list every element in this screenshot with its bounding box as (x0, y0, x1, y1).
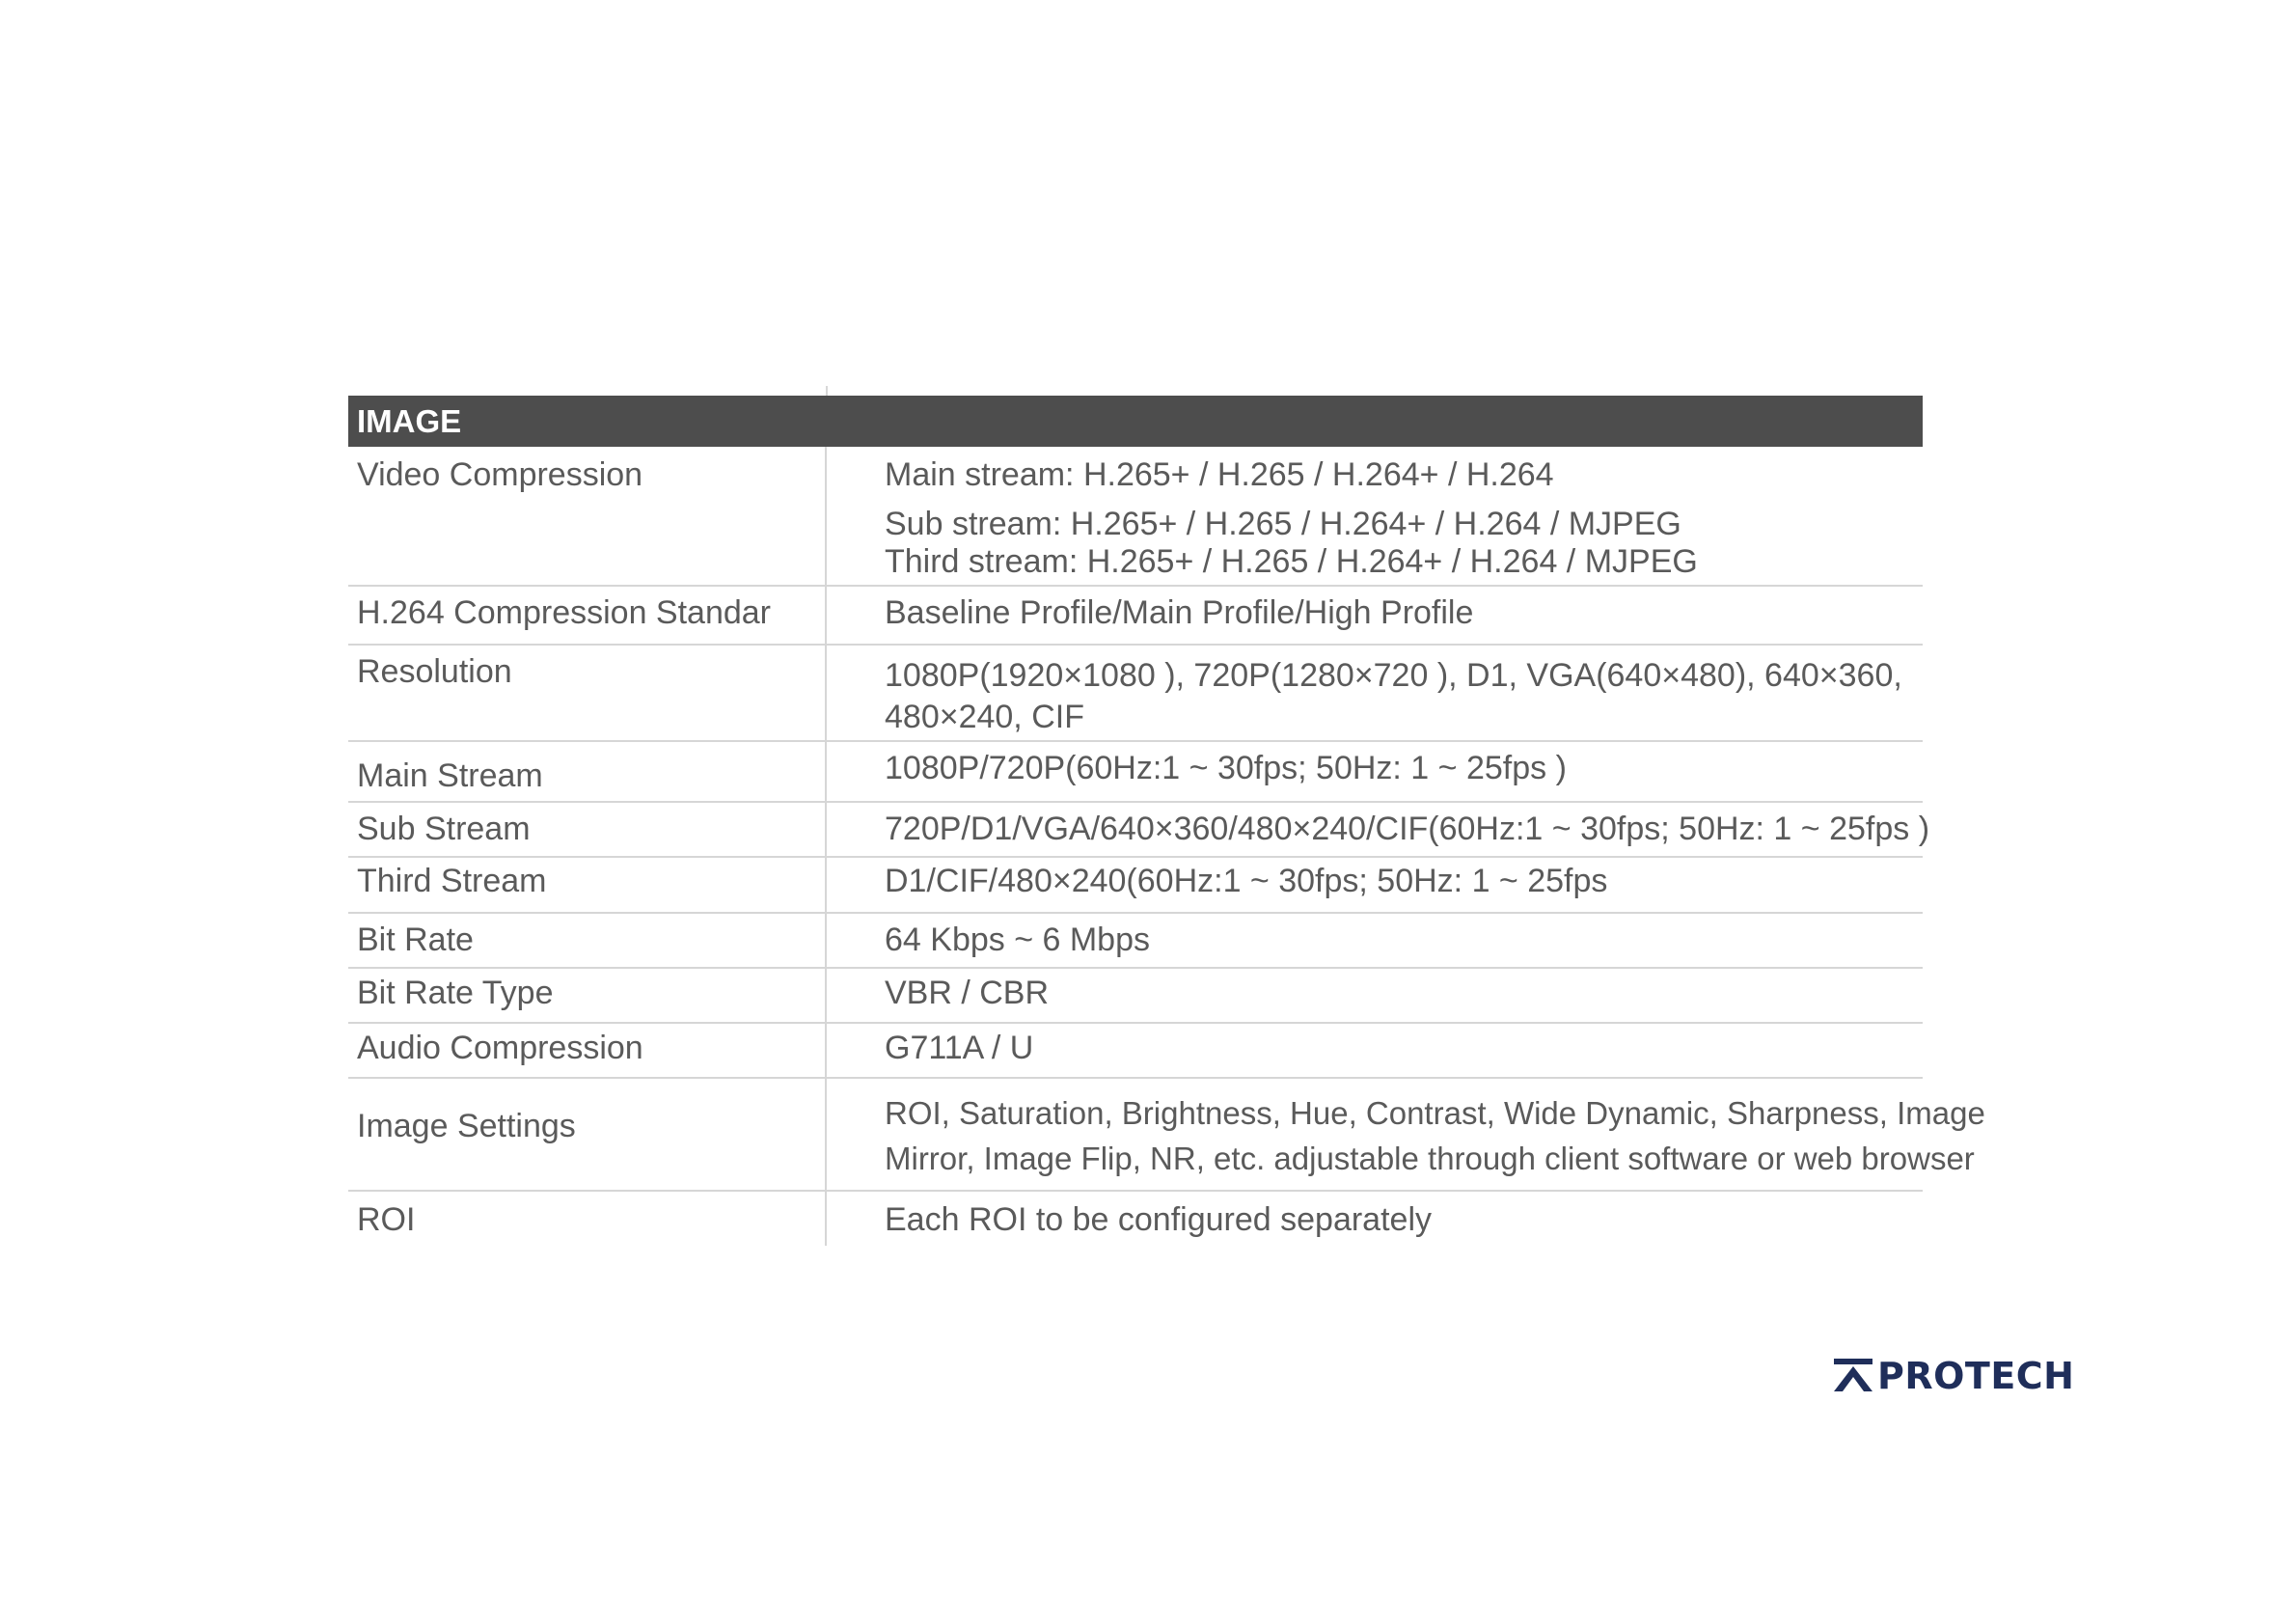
spec-value-line: Mirror, Image Flip, NR, etc. adjustable through client software or web browser (885, 1141, 1975, 1176)
spec-value-line: ROI, Saturation, Brightness, Hue, Contrast, Wide Dynamic, Sharpness, Image (885, 1095, 1985, 1131)
spec-label: Image Settings (348, 1079, 827, 1190)
spec-value-line: Baseline Profile/Main Profile/High Profile (885, 594, 1474, 631)
spec-label: ROI (348, 1192, 827, 1246)
spec-row-image-settings (348, 1079, 1985, 1192)
spec-label: Bit Rate (348, 914, 827, 967)
header-divider-tick (826, 386, 828, 396)
spec-value (827, 858, 1923, 912)
spec-value-line: Main stream: H.265+ / H.265 / H.264+ / H.264 (885, 456, 1554, 493)
spec-label: Resolution (348, 646, 827, 740)
spec-label: Audio Compression (348, 1024, 827, 1077)
spec-value (827, 1079, 1985, 1190)
spec-label: Sub Stream (348, 803, 827, 856)
section-title: IMAGE (357, 403, 462, 439)
spec-value-line: D1/CIF/480×240(60Hz:1 ~ 30fps; 50Hz: 1 ~ 25fps (885, 863, 1608, 899)
spec-label: Video Compression (348, 447, 827, 585)
protech-logo-icon (1833, 1357, 1873, 1395)
logo-text: PROTECH (1877, 1355, 2075, 1397)
spec-row-resolution (348, 646, 1923, 742)
spec-value-line: 480×240, CIF (885, 699, 1084, 735)
spec-value (827, 969, 1923, 1022)
spec-row-bit-rate-type (348, 969, 1923, 1024)
spec-label: Main Stream (348, 742, 827, 801)
spec-value-line: 720P/D1/VGA/640×360/480×240/CIF(60Hz:1 ~ 30fps; 50Hz: 1 ~ 25fps ) (885, 811, 1930, 847)
spec-row-h264-standard (348, 587, 1923, 646)
spec-row-audio-compression (348, 1024, 1923, 1079)
spec-value-line: 64 Kbps ~ 6 Mbps (885, 922, 1151, 958)
spec-row-sub-stream (348, 803, 1930, 858)
spec-row-bit-rate (348, 914, 1923, 969)
spec-value (827, 803, 1929, 856)
spec-value-line: 1080P/720P(60Hz:1 ~ 30fps; 50Hz: 1 ~ 25fps ) (885, 750, 1567, 786)
spec-label: Third Stream (348, 858, 827, 912)
spec-value (827, 914, 1923, 967)
spec-value (827, 646, 1923, 740)
spec-value (827, 587, 1923, 644)
spec-table (348, 396, 1985, 1246)
spec-value (827, 447, 1923, 585)
spec-row-video-compression (348, 447, 1923, 587)
spec-label: H.264 Compression Standar (348, 587, 827, 644)
spec-value-line: Third stream: H.265+ / H.265 / H.264+ / H.264 / MJPEG (885, 543, 1698, 580)
spec-row-roi (348, 1192, 1923, 1246)
spec-value (827, 1192, 1923, 1246)
spec-value-line: G711A / U (885, 1030, 1034, 1066)
spec-value (827, 742, 1923, 801)
section-header (348, 396, 1923, 447)
spec-label: Bit Rate Type (348, 969, 827, 1022)
spec-value-line: Each ROI to be configured separately (885, 1201, 1432, 1238)
spec-value-line: 1080P(1920×1080 ), 720P(1280×720 ), D1, VGA(640×480), 640×360, (885, 657, 1902, 694)
spec-row-main-stream (348, 742, 1923, 803)
spec-value-line: Sub stream: H.265+ / H.265 / H.264+ / H.264 / MJPEG (885, 506, 1681, 542)
spec-value (827, 1024, 1923, 1077)
spec-row-third-stream (348, 858, 1923, 914)
spec-value-line: VBR / CBR (885, 975, 1050, 1011)
protech-logo (1833, 1354, 2074, 1398)
